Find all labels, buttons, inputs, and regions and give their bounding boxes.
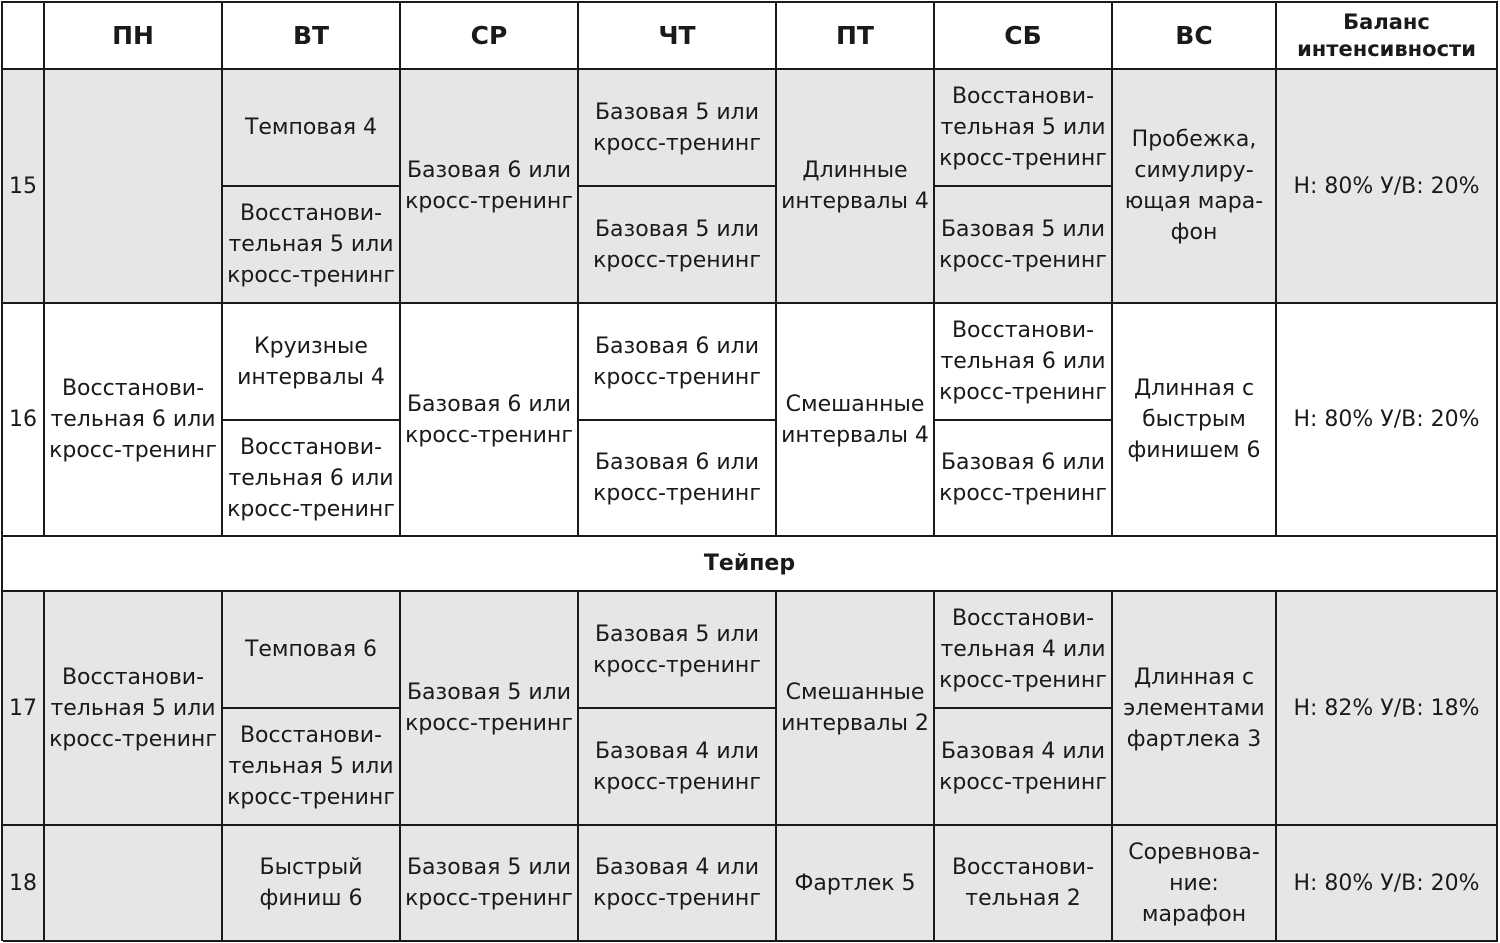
workout-cell-fri: Фартлек 5 — [777, 826, 935, 942]
workout-cell-sun: Пробежка, симулиру-ющая мара-фон — [1113, 70, 1277, 304]
header-day-fri: ПТ — [777, 3, 935, 70]
training-schedule-table — [1, 1, 1498, 941]
workout-cell-tue-option-2: Восстанови-тельная 5 или кросс-тренинг — [223, 187, 401, 304]
workout-cell-tue-option-1: Темповая 6 — [223, 592, 401, 709]
workout-cell-sat-option-1: Восстанови-тельная 4 или кросс-тренинг — [935, 592, 1113, 709]
week-number-cell: 17 — [3, 592, 45, 826]
header-day-sat: СБ — [935, 3, 1113, 70]
workout-cell-thu-option-2: Базовая 6 или кросс-тренинг — [579, 421, 777, 537]
intensity-balance-cell: Н: 80% У/В: 20% — [1277, 70, 1498, 304]
workout-cell-thu: Базовая 4 или кросс-тренинг — [579, 826, 777, 942]
workout-cell-wed: Базовая 6 или кросс-тренинг — [401, 304, 579, 537]
workout-cell-sat-option-1: Восстанови-тельная 6 или кросс-тренинг — [935, 304, 1113, 421]
header-day-sun: ВС — [1113, 3, 1277, 70]
intensity-balance-cell: Н: 82% У/В: 18% — [1277, 592, 1498, 826]
workout-cell-mon — [45, 70, 223, 304]
workout-cell-thu-option-1: Базовая 5 или кросс-тренинг — [579, 592, 777, 709]
header-day-tue: ВТ — [223, 3, 401, 70]
header-day-wed: СР — [401, 3, 579, 70]
workout-cell-sat-option-2: Базовая 5 или кросс-тренинг — [935, 187, 1113, 304]
workout-cell-sat-option-2: Базовая 4 или кросс-тренинг — [935, 709, 1113, 826]
workout-cell-tue-option-2: Восстанови-тельная 6 или кросс-тренинг — [223, 421, 401, 537]
header-day-mon: ПН — [45, 3, 223, 70]
workout-cell-fri: Длинные интервалы 4 — [777, 70, 935, 304]
workout-cell-mon: Восстанови-тельная 6 или кросс-тренинг — [45, 304, 223, 537]
header-balance: Баланс интенсивности — [1277, 3, 1498, 70]
workout-cell-tue-option-2: Восстанови-тельная 5 или кросс-тренинг — [223, 709, 401, 826]
workout-cell-wed: Базовая 5 или кросс-тренинг — [401, 826, 579, 942]
workout-cell-fri: Смешанные интервалы 4 — [777, 304, 935, 537]
workout-cell-sun: Соревнова-ние: марафон — [1113, 826, 1277, 942]
workout-cell-thu-option-2: Базовая 5 или кросс-тренинг — [579, 187, 777, 304]
workout-cell-thu-option-1: Базовая 6 или кросс-тренинг — [579, 304, 777, 421]
workout-cell-sun: Длинная с элементами фартлека 3 — [1113, 592, 1277, 826]
workout-cell-tue-option-1: Круизные интервалы 4 — [223, 304, 401, 421]
header-corner-cell — [3, 3, 45, 70]
week-number-cell: 18 — [3, 826, 45, 942]
workout-cell-sat-option-2: Базовая 6 или кросс-тренинг — [935, 421, 1113, 537]
week-number-cell: 16 — [3, 304, 45, 537]
workout-cell-wed: Базовая 5 или кросс-тренинг — [401, 592, 579, 826]
workout-cell-thu-option-2: Базовая 4 или кросс-тренинг — [579, 709, 777, 826]
workout-cell-wed: Базовая 6 или кросс-тренинг — [401, 70, 579, 304]
intensity-balance-cell: Н: 80% У/В: 20% — [1277, 826, 1498, 942]
workout-cell-fri: Смешанные интервалы 2 — [777, 592, 935, 826]
taper-section-header: Тейпер — [3, 537, 1498, 592]
workout-cell-sat: Восстанови-тельная 2 — [935, 826, 1113, 942]
header-day-thu: ЧТ — [579, 3, 777, 70]
workout-cell-tue-option-1: Темповая 4 — [223, 70, 401, 187]
workout-cell-sat-option-1: Восстанови-тельная 5 или кросс-тренинг — [935, 70, 1113, 187]
intensity-balance-cell: Н: 80% У/В: 20% — [1277, 304, 1498, 537]
workout-cell-mon: Восстанови-тельная 5 или кросс-тренинг — [45, 592, 223, 826]
workout-cell-thu-option-1: Базовая 5 или кросс-тренинг — [579, 70, 777, 187]
workout-cell-tue: Быстрый финиш 6 — [223, 826, 401, 942]
workout-cell-mon — [45, 826, 223, 942]
week-number-cell: 15 — [3, 70, 45, 304]
workout-cell-sun: Длинная с быстрым финишем 6 — [1113, 304, 1277, 537]
